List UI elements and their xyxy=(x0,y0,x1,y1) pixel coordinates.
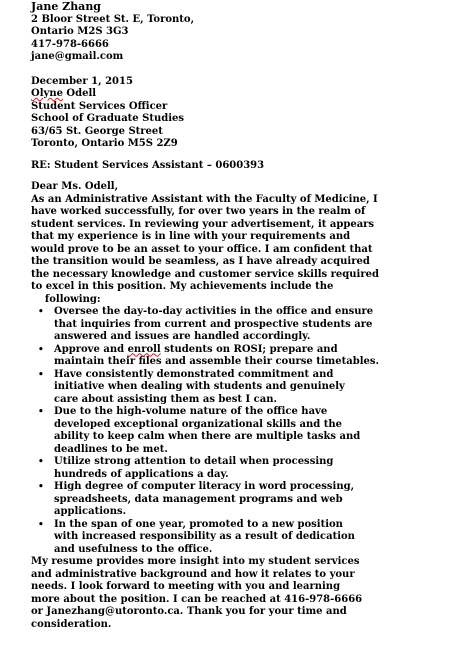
list-item-line: Due to the high-volume nature of the office have xyxy=(54,406,328,417)
list-item-line: applications. xyxy=(54,506,127,517)
sender-address-line: Ontario M2S 3G3 xyxy=(31,26,129,37)
list-item-line: with increased responsibility as a result of dedication xyxy=(54,531,355,542)
letter-date xyxy=(31,76,454,89)
sender-block xyxy=(31,1,454,64)
paragraph-line: would prove to be an asset to your office. I am confident that xyxy=(31,243,373,255)
paragraph-line: As an Administrative Assistant with the Faculty of Medicine, I xyxy=(31,193,378,205)
list-item-line: High degree of computer literacy in word processing, xyxy=(54,481,355,492)
paragraph-line: to excel in this position. My achievements include the xyxy=(31,281,334,292)
list-item xyxy=(31,306,454,344)
paragraph-line: more about the position. I can be reached at 416-978-6666 xyxy=(31,593,363,605)
sender-address-line: 2 Bloor Street St. E, Toronto, xyxy=(31,13,195,25)
recipient-line: Student Services Officer xyxy=(31,100,168,112)
list-item-line: maintain their files and assemble their course timetables. xyxy=(54,356,379,367)
list-item xyxy=(31,344,454,369)
list-item-line: care about assisting them as best I can. xyxy=(54,393,277,405)
sender-phone: 417-978-6666 xyxy=(31,38,109,50)
list-item-line: that inquiries from current and prospective students are xyxy=(54,318,373,330)
list-item xyxy=(31,369,454,407)
list-item-line: developed exceptional organizational skills and the xyxy=(54,418,343,430)
list-item xyxy=(31,456,454,481)
recipient-name xyxy=(31,88,454,101)
paragraph-line: the necessary knowledge and customer service skills required xyxy=(31,268,379,280)
recipient-line: Toronto, Ontario M5S 2Z9 xyxy=(31,138,178,149)
paragraph-line: that my experience is in line with your requirements and xyxy=(31,231,351,242)
paragraph-line: consideration. xyxy=(31,618,112,630)
paragraph-line: and administrative background and how it relates to your xyxy=(31,568,355,580)
paragraph-line: needs. I look forward to meeting with you and learning xyxy=(31,581,341,592)
list-item-line: hundreds of applications a day. xyxy=(54,468,229,480)
paragraph-line: the transition would be seamless, as I have already acquired xyxy=(31,256,370,267)
misspelled-word: enroll xyxy=(127,343,161,355)
bullet-icon: • xyxy=(38,407,44,417)
email-link[interactable]: Janezhang@utoronto.ca xyxy=(46,606,180,617)
sender-name: Jane Zhang xyxy=(31,0,102,13)
bullet-icon: • xyxy=(38,307,44,317)
subject-line xyxy=(31,160,454,173)
subject-text: RE: Student Services Assistant – 0600393 xyxy=(31,159,265,171)
list-item xyxy=(31,406,454,456)
recipient-line: 63/65 St. George Street xyxy=(31,125,163,137)
list-item xyxy=(31,519,454,557)
greeting-text: Dear Ms. Odell, xyxy=(31,181,119,192)
list-item-line: Have consistently demonstrated commitment and xyxy=(54,368,334,380)
paragraph-line: have worked successfully, for over two years in the realm of xyxy=(31,206,366,217)
bullet-icon: • xyxy=(38,457,44,467)
bullet-icon: • xyxy=(38,369,44,380)
list-item-line: answered and issues are handled accordingly. xyxy=(54,331,311,342)
list-item-line: ability to keep calm when there are multiple tasks and xyxy=(54,431,361,442)
date-text: December 1, 2015 xyxy=(31,75,133,87)
recipient-line: School of Graduate Studies xyxy=(31,113,185,124)
list-item-line: deadlines to be met. xyxy=(54,443,168,455)
greeting xyxy=(31,181,454,194)
paragraph-line: or Janezhang@utoronto.ca. Thank you for your time and xyxy=(31,606,347,617)
recipient-last-name: Odell xyxy=(62,88,97,99)
list-item-line: Approve and enroll students on ROSI; prepare and xyxy=(54,343,338,355)
recipient-block xyxy=(31,88,454,151)
bullet-icon: • xyxy=(38,519,44,530)
achievements-list xyxy=(31,306,454,556)
paragraph-line: following: xyxy=(31,293,101,305)
paragraph-line: My resume provides more insight into my student services xyxy=(31,556,360,567)
list-item-line: spreadsheets, data management programs and web xyxy=(54,493,343,505)
intro-paragraph xyxy=(31,194,454,307)
closing-paragraph xyxy=(31,556,454,631)
recipient-first-name: Olyne xyxy=(31,88,63,99)
list-item-line: Utilize strong attention to detail when processing xyxy=(54,456,334,467)
list-item-line: and usefulness to the office. xyxy=(54,543,213,555)
list-item-line: Oversee the day-to-day activities in the office and ensure xyxy=(54,306,374,317)
bullet-icon: • xyxy=(38,482,44,492)
bullet-icon: • xyxy=(38,344,44,355)
list-item-line: initiative when dealing with students and genuinely xyxy=(54,381,345,392)
sender-email: jane@gmail.com xyxy=(31,51,124,62)
list-item-line: In the span of one year, promoted to a new position xyxy=(54,518,343,530)
paragraph-line: student services. In reviewing your advertisement, it appears xyxy=(31,218,375,230)
list-item xyxy=(31,481,454,519)
